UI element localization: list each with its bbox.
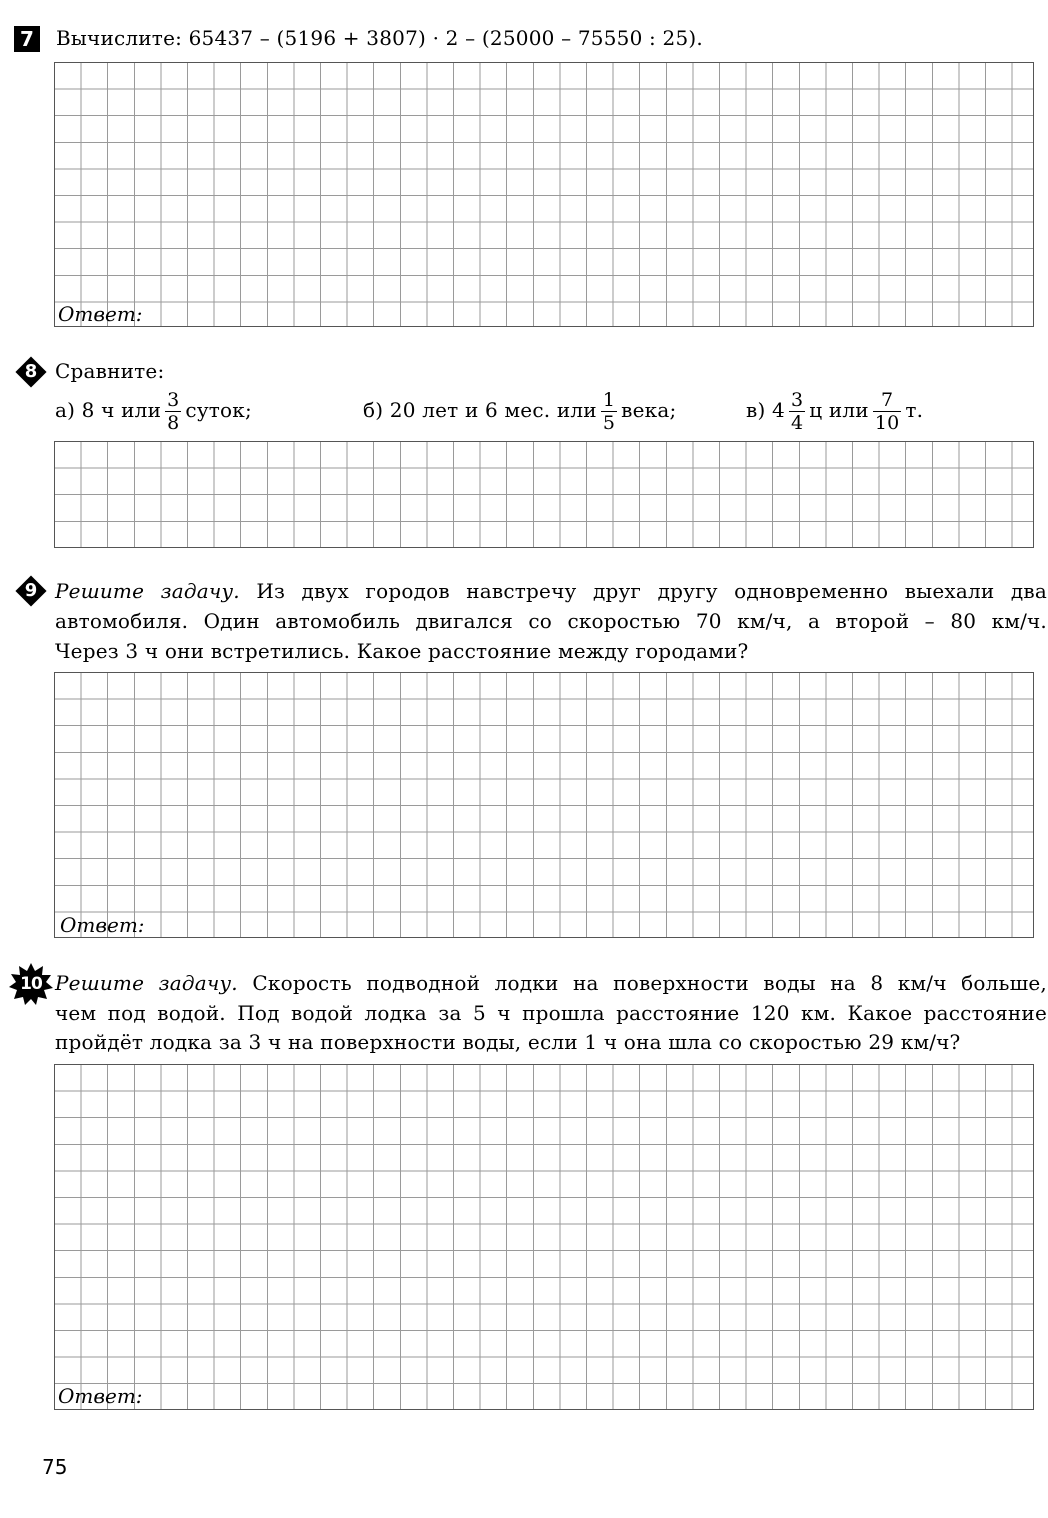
task-10-line-1-text: Скорость подводной лодки на поверхности воды на 8 км/ч больше, bbox=[252, 971, 1047, 995]
task-8-b-prefix: б) 20 лет и 6 мес. или bbox=[363, 398, 597, 422]
task-8-b-suffix: века; bbox=[621, 398, 677, 422]
task-7-badge bbox=[14, 26, 40, 52]
task-8-number: 8 bbox=[24, 361, 38, 382]
task-8-item-b bbox=[363, 387, 676, 434]
task-8-c-fraction-2 bbox=[873, 389, 902, 434]
fraction-numerator: 3 bbox=[790, 389, 804, 411]
task-8-a-prefix: а) 8 ч или bbox=[55, 398, 162, 422]
fraction-numerator: 1 bbox=[602, 389, 616, 411]
task-10-line-3: пройдёт лодка за 3 ч на поверхности воды, если 1 ч она шла со скоростью 29 км/ч? bbox=[55, 1030, 961, 1054]
fraction-numerator: 3 bbox=[167, 389, 180, 411]
task-9-answer-grid[interactable] bbox=[54, 672, 1034, 938]
fraction-denominator: 5 bbox=[602, 412, 616, 434]
task-7-number: 7 bbox=[20, 27, 34, 51]
task-8-item-a bbox=[55, 387, 252, 434]
task-9-line-3: Через 3 ч они встретились. Какое расстояние между городами? bbox=[55, 639, 749, 663]
task-9-line-1 bbox=[55, 577, 1047, 605]
task-9-line-2 bbox=[55, 607, 1047, 635]
task-10-line-2 bbox=[55, 999, 1047, 1027]
task-8-a-suffix: суток; bbox=[185, 398, 252, 422]
task-10-lead: Решите задачу. bbox=[55, 971, 238, 995]
task-9-lead: Решите задачу. bbox=[55, 579, 240, 603]
fraction-denominator: 4 bbox=[790, 412, 804, 434]
task-7-answer-grid[interactable] bbox=[54, 62, 1034, 327]
task-8-c-fraction-1 bbox=[789, 389, 805, 434]
task-10-line-2-text: чем под водой. Под водой лодка за 5 ч прошла расстояние 120 км. Какое расстояние bbox=[55, 1001, 1047, 1025]
task-7-answer-label: Ответ: bbox=[58, 302, 143, 326]
task-10-number: 10 bbox=[20, 974, 42, 994]
task-9-number: 9 bbox=[24, 580, 38, 601]
task-9-line-2-text: автомобиля. Один автомобиль двигался со скоростью 70 км/ч, а второй – 80 км/ч. bbox=[55, 609, 1047, 633]
task-10-answer-grid[interactable] bbox=[54, 1064, 1034, 1410]
task-8-title: Сравните: bbox=[55, 359, 165, 383]
task-9-answer-label: Ответ: bbox=[60, 913, 145, 937]
fraction-denominator: 8 bbox=[167, 412, 180, 434]
fraction-numerator: 7 bbox=[873, 389, 902, 412]
task-8-c-prefix: в) 4 bbox=[746, 398, 785, 422]
task-8-b-fraction bbox=[601, 389, 617, 434]
task-9-line-1-text: Из двух городов навстречу друг другу одновременно выехали два bbox=[256, 579, 1047, 603]
task-8-item-c bbox=[746, 387, 923, 434]
task-8-c-suffix: т. bbox=[905, 398, 924, 422]
task-8-a-fraction bbox=[165, 389, 181, 434]
task-7-text: Вычислите: 65437 – (5196 + 3807) · 2 – (25000 – 75550 : 25). bbox=[56, 26, 703, 50]
task-10-line-1 bbox=[55, 969, 1047, 997]
task-10-answer-label: Ответ: bbox=[58, 1384, 143, 1408]
fraction-denominator: 10 bbox=[874, 412, 900, 434]
page-number: 75 bbox=[42, 1455, 68, 1479]
task-8-c-mid: ц или bbox=[809, 398, 869, 422]
task-8-answer-grid[interactable] bbox=[54, 441, 1034, 548]
